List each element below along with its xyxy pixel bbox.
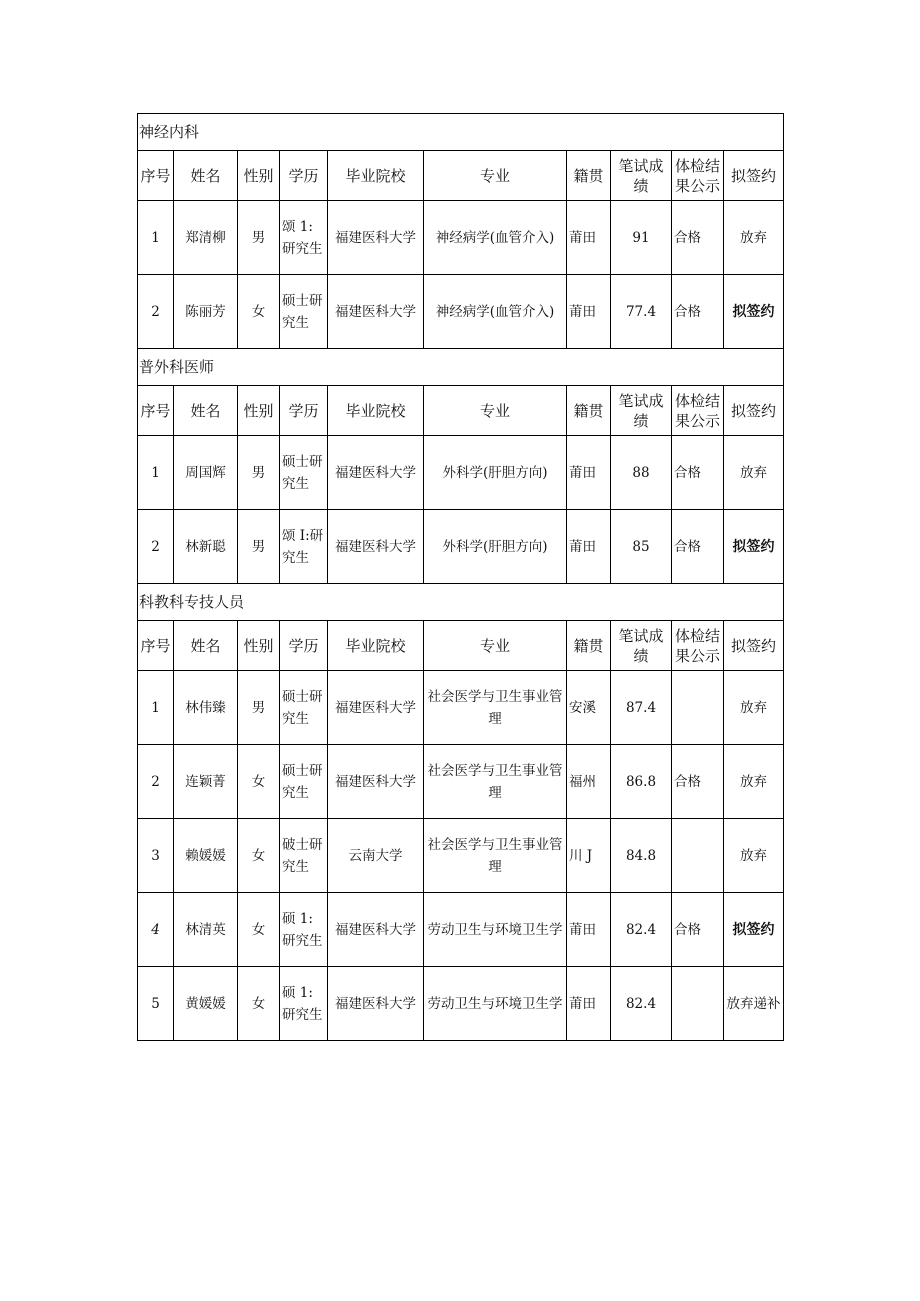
exam-result-cell: 合格 bbox=[672, 745, 724, 819]
column-header-score: 笔试成绩 bbox=[611, 386, 672, 436]
major-cell: 社会医学与卫生事业管理 bbox=[424, 745, 567, 819]
column-header-gender: 性别 bbox=[238, 621, 280, 671]
name-cell: 周国辉 bbox=[174, 436, 238, 510]
score-cell: 86.8 bbox=[611, 745, 672, 819]
degree-cell: 硕士研究生 bbox=[280, 671, 328, 745]
header-row bbox=[138, 151, 784, 201]
column-header-school: 毕业院校 bbox=[328, 621, 424, 671]
table-row bbox=[138, 745, 784, 819]
row-number-cell: 2 bbox=[138, 745, 174, 819]
signing-status-cell: 放弃 bbox=[724, 745, 784, 819]
degree-cell: 硕士研究生 bbox=[280, 745, 328, 819]
score-cell: 87.4 bbox=[611, 671, 672, 745]
major-cell: 社会医学与卫生事业管理 bbox=[424, 819, 567, 893]
header-row bbox=[138, 386, 784, 436]
score-cell: 91 bbox=[611, 201, 672, 275]
table-row bbox=[138, 893, 784, 967]
school-cell: 福建医科大学 bbox=[328, 510, 424, 584]
gender-cell: 男 bbox=[238, 510, 280, 584]
table-row bbox=[138, 201, 784, 275]
degree-cell: 颂 1:研究生 bbox=[280, 201, 328, 275]
signing-status-cell: 放弃递补 bbox=[724, 967, 784, 1041]
name-cell: 陈丽芳 bbox=[174, 275, 238, 349]
column-header-status: 拟签约 bbox=[724, 386, 784, 436]
column-header-name: 姓名 bbox=[174, 386, 238, 436]
column-header-degree: 学历 bbox=[280, 151, 328, 201]
table-row bbox=[138, 671, 784, 745]
column-header-no: 序号 bbox=[138, 151, 174, 201]
column-header-name: 姓名 bbox=[174, 151, 238, 201]
table-row bbox=[138, 967, 784, 1041]
column-header-no: 序号 bbox=[138, 386, 174, 436]
name-cell: 连颖菁 bbox=[174, 745, 238, 819]
major-cell: 社会医学与卫生事业管理 bbox=[424, 671, 567, 745]
column-header-major: 专业 bbox=[424, 386, 567, 436]
name-cell: 黄媛媛 bbox=[174, 967, 238, 1041]
degree-cell: 硕 1:研究生 bbox=[280, 893, 328, 967]
column-header-school: 毕业院校 bbox=[328, 151, 424, 201]
signing-status-cell: 放弃 bbox=[724, 819, 784, 893]
column-header-native: 籍贯 bbox=[567, 621, 611, 671]
native-place-cell: 莆田 bbox=[567, 967, 611, 1041]
column-header-major: 专业 bbox=[424, 151, 567, 201]
signing-status-cell: 拟签约 bbox=[724, 275, 784, 349]
table-row bbox=[138, 275, 784, 349]
name-cell: 赖媛媛 bbox=[174, 819, 238, 893]
major-cell: 劳动卫生与环境卫生学 bbox=[424, 967, 567, 1041]
row-number-cell: 2 bbox=[138, 510, 174, 584]
major-cell: 劳动卫生与环境卫生学 bbox=[424, 893, 567, 967]
column-header-score: 笔试成绩 bbox=[611, 621, 672, 671]
column-header-major: 专业 bbox=[424, 621, 567, 671]
gender-cell: 女 bbox=[238, 967, 280, 1041]
gender-cell: 女 bbox=[238, 819, 280, 893]
exam-result-cell bbox=[672, 819, 724, 893]
score-cell: 88 bbox=[611, 436, 672, 510]
table-row bbox=[138, 436, 784, 510]
exam-result-cell: 合格 bbox=[672, 893, 724, 967]
native-place-cell: 安溪 bbox=[567, 671, 611, 745]
exam-result-cell bbox=[672, 671, 724, 745]
column-header-no: 序号 bbox=[138, 621, 174, 671]
table-body bbox=[138, 114, 784, 1041]
native-place-cell: 莆田 bbox=[567, 275, 611, 349]
degree-cell: 颂 I:研究生 bbox=[280, 510, 328, 584]
table-row bbox=[138, 819, 784, 893]
signing-status-cell: 拟签约 bbox=[724, 510, 784, 584]
column-header-status: 拟签约 bbox=[724, 151, 784, 201]
school-cell: 云南大学 bbox=[328, 819, 424, 893]
column-header-exam: 体检结果公示 bbox=[672, 151, 724, 201]
gender-cell: 女 bbox=[238, 893, 280, 967]
exam-result-cell: 合格 bbox=[672, 510, 724, 584]
header-row bbox=[138, 621, 784, 671]
column-header-gender: 性别 bbox=[238, 386, 280, 436]
name-cell: 郑清柳 bbox=[174, 201, 238, 275]
native-place-cell: 莆田 bbox=[567, 436, 611, 510]
name-cell: 林伟臻 bbox=[174, 671, 238, 745]
degree-cell: 硕士研究生 bbox=[280, 436, 328, 510]
native-place-cell: 莆田 bbox=[567, 893, 611, 967]
column-header-degree: 学历 bbox=[280, 621, 328, 671]
column-header-status: 拟签约 bbox=[724, 621, 784, 671]
school-cell: 福建医科大学 bbox=[328, 436, 424, 510]
row-number-cell: 4 bbox=[138, 893, 174, 967]
column-header-name: 姓名 bbox=[174, 621, 238, 671]
score-cell: 82.4 bbox=[611, 893, 672, 967]
native-place-cell: 福州 bbox=[567, 745, 611, 819]
school-cell: 福建医科大学 bbox=[328, 671, 424, 745]
major-cell: 神经病学(血管介入) bbox=[424, 275, 567, 349]
major-cell: 外科学(肝胆方向) bbox=[424, 510, 567, 584]
school-cell: 福建医科大学 bbox=[328, 967, 424, 1041]
exam-result-cell bbox=[672, 967, 724, 1041]
school-cell: 福建医科大学 bbox=[328, 745, 424, 819]
score-cell: 84.8 bbox=[611, 819, 672, 893]
section-title: 神经内科 bbox=[138, 114, 784, 151]
row-number-cell: 3 bbox=[138, 819, 174, 893]
native-place-cell: 莆田 bbox=[567, 201, 611, 275]
signing-status-cell: 放弃 bbox=[724, 436, 784, 510]
native-place-cell: 川 J bbox=[567, 819, 611, 893]
column-header-native: 籍贯 bbox=[567, 151, 611, 201]
score-cell: 77.4 bbox=[611, 275, 672, 349]
gender-cell: 女 bbox=[238, 275, 280, 349]
signing-status-cell: 拟签约 bbox=[724, 893, 784, 967]
column-header-exam: 体检结果公示 bbox=[672, 621, 724, 671]
column-header-gender: 性别 bbox=[238, 151, 280, 201]
column-header-exam: 体检结果公示 bbox=[672, 386, 724, 436]
signing-status-cell: 放弃 bbox=[724, 671, 784, 745]
column-header-degree: 学历 bbox=[280, 386, 328, 436]
section-title: 普外科医师 bbox=[138, 349, 784, 386]
exam-result-cell: 合格 bbox=[672, 436, 724, 510]
recruitment-table bbox=[137, 113, 784, 1041]
major-cell: 神经病学(血管介入) bbox=[424, 201, 567, 275]
section-row bbox=[138, 349, 784, 386]
degree-cell: 硕 1:研究生 bbox=[280, 967, 328, 1041]
major-cell: 外科学(肝胆方向) bbox=[424, 436, 567, 510]
row-number-cell: 1 bbox=[138, 201, 174, 275]
section-row bbox=[138, 584, 784, 621]
table-row bbox=[138, 510, 784, 584]
native-place-cell: 莆田 bbox=[567, 510, 611, 584]
degree-cell: 破士研究生 bbox=[280, 819, 328, 893]
gender-cell: 男 bbox=[238, 671, 280, 745]
gender-cell: 女 bbox=[238, 745, 280, 819]
column-header-school: 毕业院校 bbox=[328, 386, 424, 436]
school-cell: 福建医科大学 bbox=[328, 893, 424, 967]
school-cell: 福建医科大学 bbox=[328, 275, 424, 349]
section-title: 科教科专技人员 bbox=[138, 584, 784, 621]
exam-result-cell: 合格 bbox=[672, 201, 724, 275]
name-cell: 林清英 bbox=[174, 893, 238, 967]
row-number-cell: 2 bbox=[138, 275, 174, 349]
column-header-native: 籍贯 bbox=[567, 386, 611, 436]
row-number-cell: 1 bbox=[138, 436, 174, 510]
row-number-cell: 1 bbox=[138, 671, 174, 745]
name-cell: 林新聪 bbox=[174, 510, 238, 584]
gender-cell: 男 bbox=[238, 436, 280, 510]
gender-cell: 男 bbox=[238, 201, 280, 275]
section-row bbox=[138, 114, 784, 151]
column-header-score: 笔试成绩 bbox=[611, 151, 672, 201]
score-cell: 82.4 bbox=[611, 967, 672, 1041]
degree-cell: 硕士研究生 bbox=[280, 275, 328, 349]
exam-result-cell: 合格 bbox=[672, 275, 724, 349]
row-number-cell: 5 bbox=[138, 967, 174, 1041]
score-cell: 85 bbox=[611, 510, 672, 584]
school-cell: 福建医科大学 bbox=[328, 201, 424, 275]
signing-status-cell: 放弃 bbox=[724, 201, 784, 275]
